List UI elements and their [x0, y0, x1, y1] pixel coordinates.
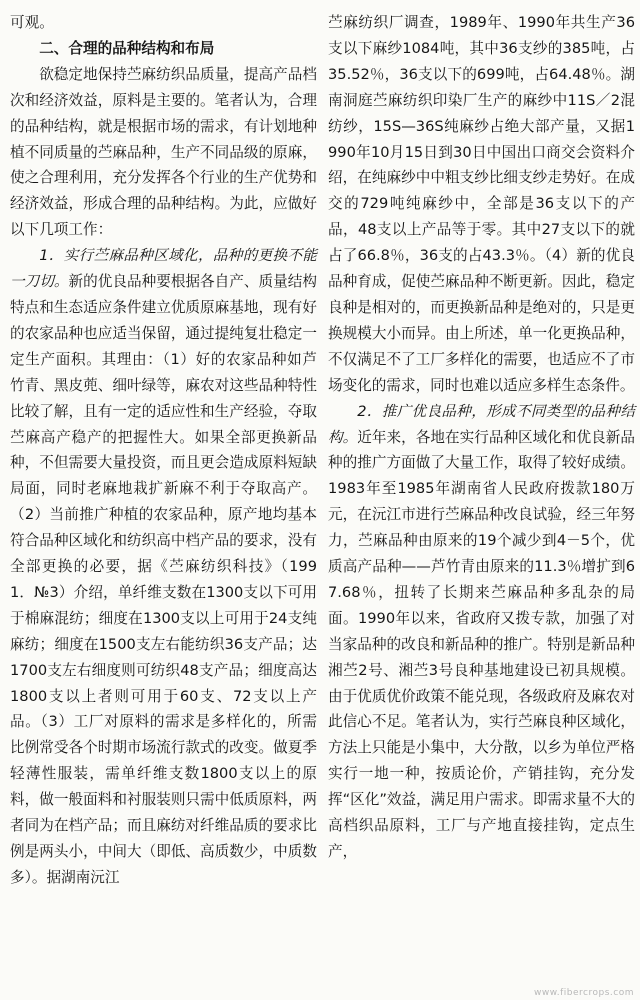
point-1-lead: 1．实行苎麻品种区域化，品种的更换不能一刀切。: [10, 247, 317, 291]
watermark-text: www.fibercrops.com: [534, 988, 634, 998]
point-2-body: 近年来，各地在实行品种区域化和优良新品种的推广方面做了大量工作，取得了较好成绩。1983年至1985年湖南省人民政府拨款180万元，在沅江市进行苎麻品种改良试验，经三年努力，苎麻品种由原来的19个减少到4－5个，优质高产品种——芦竹青由原来的11.3％增扩到67.68％，扭转了长期来苎麻品种多乱杂的局面。1990年以来，省政府又拨专款，加强了对当家品种的改良和新品种的推广。特别是新品种湘苎2号、湘苎3号良种基地建设已初具规模。由于优质优价政策不能兑现，各级政府及麻农对此信心不足。笔者认为，实行苎麻良种区域化，方法上只能是小集中，大分散，以乡为单位严格实行一地一种，按质论价，产销挂钩，充分发挥“区化”效益，满足用户需求。即需求量不大的高档织品原料，工厂与产地直接挂钩，定点生产，: [328, 428, 635, 860]
point-2-lead: 2．推广优良品种，形成不同类型的品种结构。: [328, 402, 635, 446]
section-heading: 二、合理的品种结构和布局: [39, 39, 215, 57]
paragraph-continuation: 可观。: [10, 14, 54, 31]
paragraph-intro: 欲稳定地保持苎麻纺织品质量，提高产品档次和经济效益，原料是主要的。笔者认为，合理的品种结构，就是根据市场的需求，有计划地种植不同质量的苎麻品种，生产不同品级的原麻，使之合理利用，充分发挥各个行业的生产优势和经济效益，形成合理的品种结构。为此，应做好以下几项工作：: [10, 65, 317, 239]
paragraph-point-1-continued: 苎麻纺织厂调查，1989年、1990年共生产36支以下麻纱1084吨，其中36支纱的385吨，占35.52％，36支以下的699吨，占64.48％。湖南洞庭苎麻纺织印染厂生产的麻纱中11S／2混纺纱，15S—36S纯麻纱占绝大部产量，又据1990年10月15日到30日中国出口商交会资料介绍，在纯麻纱中中粗支纱比细支纱走势好。在成交的729吨纯麻纱中，全部是36支以下的产品，48支以上产品等于零。其中27支以下的就占了66.8％，36支的占43.3％。（4）新的优良品种育成，促使苎麻品种不断更新。因此，稳定良种是相对的，而更换新品种是绝对的，只是更换规模大小而异。由上所述，单一化更换品种，不仅满足不了工厂多样化的需要，也适应不了市场变化的需求，同时也难以适应多样生态条件。: [328, 14, 635, 394]
point-1-body: 新的优良品种要根据各自产、质量结构特点和生态适应条件建立优质原麻基地，现有好的农家品种也应适当保留，通过提纯复壮稳定一定生产面积。其理由：（1）好的农家品种如芦竹青、黑皮蔸、细叶绿等，麻农对这些品种特性比较了解，且有一定的适应性和生产经验，夺取苎麻高产稳产的把握性大。如果全部更换新品种，不但需要大量投资，而且更会造成原料短缺局面，同时老麻地栽扩新麻不利于夺取高产。（2）当前推广种植的农家品种，原产地均基本符合品种区域化和纺织高中档产品的要求，没有全部更换的必要，据《苎麻纺织科技》（1991．№3）介绍，单纤维支数在1300支以下可用于棉麻混纺；细度在1300支以上可用于24支纯麻纺；细度在1500支左右能纺织36支产品；达1700支左右细度则可纺织48支产品；细度高达1800支以上者则可用于60支、72支以上产品。（3）工厂对原料的需求是多样化的，所需比例常受各个时期市场流行款式的改变。做夏季轻薄性服装，需单纤维支数1800支以上的原料，做一般面料和衬服装则只需中低质原料，两者同为在档产品；而且麻纺对纤维品质的要求比例是两头小，中间大（即低、高质数少，中质数多）。据湖南沅江: [10, 273, 317, 886]
paragraph-point-1: [10, 243, 317, 891]
right-column: [328, 10, 635, 865]
paragraph-point-2: [328, 399, 635, 865]
left-column: [10, 10, 317, 891]
